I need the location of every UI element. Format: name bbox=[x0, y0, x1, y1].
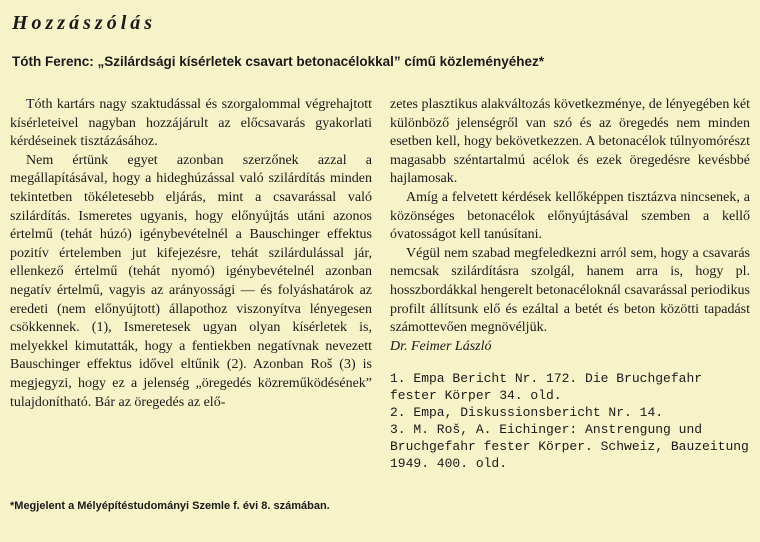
paragraph: Végül nem szabad megfeledkezni arról sem, hogy a csavarás nemcsak szilárdításra szolgál, hanem arra is, hogy pl. hosszbordákkal hengerelt betonacéloknál csavarással periodikus profilt állítsunk elő és ezáltal a betét és beton közötti tapadást számottevően megnövéljük. bbox=[390, 245, 750, 336]
reference-list bbox=[390, 370, 750, 472]
paragraph: Nem értünk egyet azonban szerzőnek azzal a megállapításával, hogy a hideghúzással való szilárdítás minden tekintetben tökéletesebb eljárás, mint a csavarással való szilárdítás. Ismeretes ugyanis, hogy előnyújtás utáni azonos értelmű (tehát húzó) igénybevételnél a Bauschinger effektus pozitív értelemben jut kifejezésre, tehát szilárdulással jár, ellenkező értelmű (tehát nyomó) igénybevételnél azonban negatív értelmű, vagyis az arányossági — és folyáshatárok az eredeti (nem előnyújtott) állapothoz viszonyítva lényegesen csökkennek. (1), Ismeretesek ugyan olyan kísérletek is, melyekkel kimutatták, hogy a fentiekben negatívnak nevezett Bauschinger effektus idővel eltűnik (2). Azonban Roš (3) is megjegyzi, hogy ez a jelenség „öregedés közreműködésének” tulajdonítható. Bár az öregedés az elő- bbox=[10, 152, 372, 410]
footnote: *Megjelent a Mélyépítéstudományi Szemle f. évi 8. számában. bbox=[10, 500, 330, 512]
right-column bbox=[390, 96, 750, 472]
paragraph: Tóth kartárs nagy szaktudással és szorgalommal végrehajtott kísérleteivel nagyban hozzájárult az előcsavarás gyakorlati kérdéseinek tisztázásához. bbox=[10, 97, 372, 150]
left-column bbox=[10, 96, 372, 412]
section-title: Hozzászólás bbox=[12, 12, 157, 34]
paragraph: zetes plasztikus alakváltozás következménye, de lényegében két különböző jelenségről van szó és az öregedés nem minden esetben kell, hogy bekövetkezzen. A betonacélok túlnyomórészt magasabb széntartalmú acélok és ezek öregedésre kevésbbé hajlamosak. bbox=[390, 97, 750, 187]
reference-item: 3. M. Roš, A. Eichinger: Anstrengung und Bruchgefahr fester Körper. Schweiz, Bauzeitung 1949. 400. old. bbox=[390, 422, 749, 472]
article-subtitle: Tóth Ferenc: „Szilárdsági kísérletek csavart betonacélokkal” című közleményéhez* bbox=[12, 54, 544, 69]
author-signature: Dr. Feimer László bbox=[390, 338, 492, 354]
paragraph: Amíg a felvetett kérdések kellőképpen tisztázva nincsenek, a közönséges betonacélok előnyújtásával szemben a kellő óvatosságot kell tanúsítani. bbox=[390, 189, 750, 243]
reference-item: 1. Empa Bericht Nr. 172. Die Bruchgefahr fester Körper 34. old. bbox=[390, 371, 703, 404]
reference-item: 2. Empa, Diskussionsbericht Nr. 14. bbox=[390, 405, 664, 421]
